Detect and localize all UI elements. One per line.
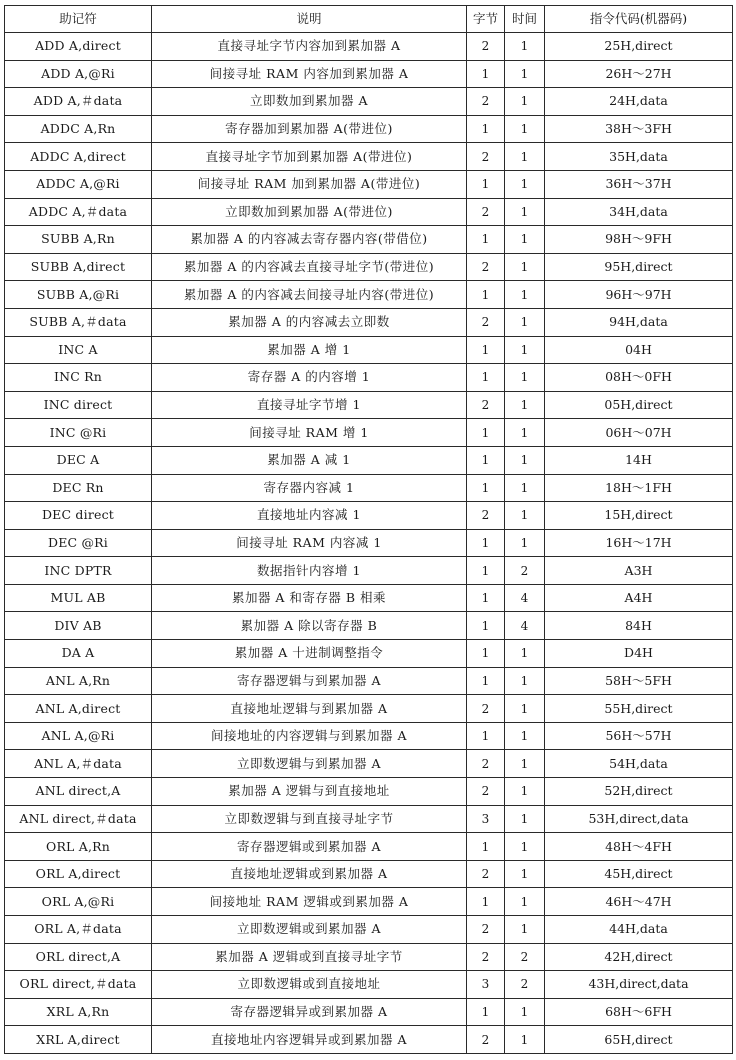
opcode-cell: 68H～6FH: [545, 998, 733, 1026]
opcode-cell: 15H,direct: [545, 502, 733, 530]
description-cell: 直接寻址字节增 1: [152, 391, 467, 419]
cycles-cell: 1: [505, 33, 545, 61]
cycles-cell: 1: [505, 88, 545, 116]
description-cell: 立即数逻辑或到累加器 A: [152, 916, 467, 944]
cycles-cell: 1: [505, 888, 545, 916]
opcode-cell: 38H～3FH: [545, 115, 733, 143]
description-cell: 立即数逻辑与到直接寻址字节: [152, 805, 467, 833]
cycles-cell: 2: [505, 971, 545, 999]
table-row: [5, 502, 733, 530]
bytes-cell: 2: [467, 943, 505, 971]
mnemonic-cell: ORL A,Rn: [5, 833, 152, 861]
opcode-cell: 18H～1FH: [545, 474, 733, 502]
opcode-cell: 44H,data: [545, 916, 733, 944]
bytes-cell: 1: [467, 529, 505, 557]
header-description: 说明: [152, 6, 467, 33]
table-row: [5, 308, 733, 336]
header-bytes: 字节: [467, 6, 505, 33]
description-cell: 寄存器 A 的内容增 1: [152, 364, 467, 392]
description-cell: 累加器 A 的内容减去间接寻址内容(带进位): [152, 281, 467, 309]
table-row: [5, 916, 733, 944]
cycles-cell: 1: [505, 916, 545, 944]
mnemonic-cell: ANL A,＃data: [5, 750, 152, 778]
table-row: [5, 60, 733, 88]
table-row: [5, 419, 733, 447]
description-cell: 累加器 A 的内容减去直接寻址字节(带进位): [152, 253, 467, 281]
bytes-cell: 1: [467, 584, 505, 612]
mnemonic-cell: ANL direct,＃data: [5, 805, 152, 833]
description-cell: 累加器 A 十进制调整指令: [152, 640, 467, 668]
bytes-cell: 2: [467, 143, 505, 171]
cycles-cell: 1: [505, 1026, 545, 1054]
opcode-cell: 54H,data: [545, 750, 733, 778]
opcode-cell: 24H,data: [545, 88, 733, 116]
opcode-cell: 16H～17H: [545, 529, 733, 557]
description-cell: 寄存器逻辑异或到累加器 A: [152, 998, 467, 1026]
opcode-cell: D4H: [545, 640, 733, 668]
table-row: [5, 474, 733, 502]
opcode-cell: 52H,direct: [545, 778, 733, 806]
header-opcode: 指令代码(机器码): [545, 6, 733, 33]
mnemonic-cell: ORL A,direct: [5, 860, 152, 888]
opcode-cell: 34H,data: [545, 198, 733, 226]
bytes-cell: 1: [467, 281, 505, 309]
cycles-cell: 2: [505, 557, 545, 585]
opcode-cell: 42H,direct: [545, 943, 733, 971]
table-row: [5, 253, 733, 281]
table-row: [5, 336, 733, 364]
description-cell: 间接寻址 RAM 内容减 1: [152, 529, 467, 557]
description-cell: 累加器 A 逻辑与到直接地址: [152, 778, 467, 806]
bytes-cell: 2: [467, 750, 505, 778]
description-cell: 累加器 A 减 1: [152, 446, 467, 474]
description-cell: 间接寻址 RAM 加到累加器 A(带进位): [152, 170, 467, 198]
bytes-cell: 1: [467, 115, 505, 143]
table-row: [5, 612, 733, 640]
description-cell: 寄存器逻辑或到累加器 A: [152, 833, 467, 861]
description-cell: 间接地址 RAM 逻辑或到累加器 A: [152, 888, 467, 916]
table-row: [5, 33, 733, 61]
cycles-cell: 1: [505, 170, 545, 198]
bytes-cell: 2: [467, 253, 505, 281]
description-cell: 立即数逻辑或到直接地址: [152, 971, 467, 999]
bytes-cell: 2: [467, 308, 505, 336]
table-row: [5, 364, 733, 392]
table-row: [5, 998, 733, 1026]
bytes-cell: 1: [467, 419, 505, 447]
mnemonic-cell: INC direct: [5, 391, 152, 419]
cycles-cell: 1: [505, 446, 545, 474]
bytes-cell: 2: [467, 198, 505, 226]
header-cycles: 时间: [505, 6, 545, 33]
instruction-table: [4, 5, 733, 1054]
cycles-cell: 1: [505, 364, 545, 392]
mnemonic-cell: XRL A,direct: [5, 1026, 152, 1054]
bytes-cell: 1: [467, 888, 505, 916]
bytes-cell: 1: [467, 60, 505, 88]
opcode-cell: 96H～97H: [545, 281, 733, 309]
mnemonic-cell: XRL A,Rn: [5, 998, 152, 1026]
description-cell: 累加器 A 增 1: [152, 336, 467, 364]
bytes-cell: 2: [467, 916, 505, 944]
cycles-cell: 1: [505, 805, 545, 833]
table-row: [5, 667, 733, 695]
cycles-cell: 1: [505, 750, 545, 778]
bytes-cell: 1: [467, 474, 505, 502]
bytes-cell: 2: [467, 695, 505, 723]
header-row: [5, 6, 733, 33]
bytes-cell: 2: [467, 33, 505, 61]
description-cell: 直接地址逻辑与到累加器 A: [152, 695, 467, 723]
mnemonic-cell: ORL direct,A: [5, 943, 152, 971]
mnemonic-cell: ANL A,Rn: [5, 667, 152, 695]
table-row: [5, 446, 733, 474]
mnemonic-cell: ANL A,@Ri: [5, 722, 152, 750]
opcode-cell: 95H,direct: [545, 253, 733, 281]
bytes-cell: 3: [467, 971, 505, 999]
opcode-cell: 94H,data: [545, 308, 733, 336]
mnemonic-cell: DIV AB: [5, 612, 152, 640]
mnemonic-cell: ADDC A,Rn: [5, 115, 152, 143]
table-row: [5, 805, 733, 833]
table-row: [5, 1026, 733, 1054]
cycles-cell: 1: [505, 474, 545, 502]
table-row: [5, 695, 733, 723]
cycles-cell: 1: [505, 529, 545, 557]
bytes-cell: 1: [467, 364, 505, 392]
table-row: [5, 557, 733, 585]
description-cell: 直接地址逻辑或到累加器 A: [152, 860, 467, 888]
table-row: [5, 750, 733, 778]
opcode-cell: 56H～57H: [545, 722, 733, 750]
cycles-cell: 1: [505, 143, 545, 171]
mnemonic-cell: ORL direct,＃data: [5, 971, 152, 999]
opcode-cell: 04H: [545, 336, 733, 364]
cycles-cell: 1: [505, 253, 545, 281]
table-row: [5, 640, 733, 668]
bytes-cell: 2: [467, 502, 505, 530]
opcode-cell: 35H,data: [545, 143, 733, 171]
table-row: [5, 143, 733, 171]
table-row: [5, 722, 733, 750]
opcode-cell: 48H～4FH: [545, 833, 733, 861]
opcode-cell: 58H～5FH: [545, 667, 733, 695]
table-row: [5, 391, 733, 419]
description-cell: 直接地址内容减 1: [152, 502, 467, 530]
opcode-cell: 25H,direct: [545, 33, 733, 61]
opcode-cell: 05H,direct: [545, 391, 733, 419]
cycles-cell: 1: [505, 833, 545, 861]
table-row: [5, 833, 733, 861]
table-body: [5, 33, 733, 1054]
cycles-cell: 1: [505, 860, 545, 888]
bytes-cell: 1: [467, 336, 505, 364]
mnemonic-cell: ANL A,direct: [5, 695, 152, 723]
bytes-cell: 2: [467, 860, 505, 888]
table-row: [5, 529, 733, 557]
bytes-cell: 1: [467, 667, 505, 695]
opcode-cell: 65H,direct: [545, 1026, 733, 1054]
opcode-cell: 53H,direct,data: [545, 805, 733, 833]
mnemonic-cell: ADDC A,direct: [5, 143, 152, 171]
mnemonic-cell: ADD A,＃data: [5, 88, 152, 116]
description-cell: 累加器 A 的内容减去寄存器内容(带借位): [152, 226, 467, 254]
opcode-cell: 46H～47H: [545, 888, 733, 916]
opcode-cell: 36H～37H: [545, 170, 733, 198]
bytes-cell: 1: [467, 833, 505, 861]
cycles-cell: 1: [505, 308, 545, 336]
mnemonic-cell: DEC @Ri: [5, 529, 152, 557]
opcode-cell: 14H: [545, 446, 733, 474]
description-cell: 累加器 A 逻辑或到直接寻址字节: [152, 943, 467, 971]
opcode-cell: 55H,direct: [545, 695, 733, 723]
table-row: [5, 778, 733, 806]
table-row: [5, 170, 733, 198]
description-cell: 寄存器加到累加器 A(带进位): [152, 115, 467, 143]
description-cell: 累加器 A 的内容减去立即数: [152, 308, 467, 336]
mnemonic-cell: SUBB A,direct: [5, 253, 152, 281]
bytes-cell: 1: [467, 446, 505, 474]
cycles-cell: 1: [505, 695, 545, 723]
bytes-cell: 2: [467, 778, 505, 806]
bytes-cell: 1: [467, 640, 505, 668]
mnemonic-cell: MUL AB: [5, 584, 152, 612]
bytes-cell: 2: [467, 1026, 505, 1054]
opcode-cell: 08H～0FH: [545, 364, 733, 392]
mnemonic-cell: INC Rn: [5, 364, 152, 392]
table-row: [5, 226, 733, 254]
opcode-cell: 84H: [545, 612, 733, 640]
table-row: [5, 584, 733, 612]
table-row: [5, 971, 733, 999]
description-cell: 数据指针内容增 1: [152, 557, 467, 585]
bytes-cell: 2: [467, 391, 505, 419]
table-row: [5, 198, 733, 226]
description-cell: 寄存器逻辑与到累加器 A: [152, 667, 467, 695]
mnemonic-cell: ORL A,@Ri: [5, 888, 152, 916]
bytes-cell: 1: [467, 612, 505, 640]
description-cell: 立即数加到累加器 A: [152, 88, 467, 116]
description-cell: 间接地址的内容逻辑与到累加器 A: [152, 722, 467, 750]
bytes-cell: 1: [467, 557, 505, 585]
description-cell: 间接寻址 RAM 增 1: [152, 419, 467, 447]
opcode-cell: 98H～9FH: [545, 226, 733, 254]
cycles-cell: 4: [505, 612, 545, 640]
bytes-cell: 1: [467, 226, 505, 254]
description-cell: 累加器 A 和寄存器 B 相乘: [152, 584, 467, 612]
opcode-cell: 45H,direct: [545, 860, 733, 888]
bytes-cell: 3: [467, 805, 505, 833]
opcode-cell: 06H～07H: [545, 419, 733, 447]
cycles-cell: 1: [505, 198, 545, 226]
mnemonic-cell: SUBB A,Rn: [5, 226, 152, 254]
cycles-cell: 1: [505, 226, 545, 254]
description-cell: 直接寻址字节内容加到累加器 A: [152, 33, 467, 61]
cycles-cell: 1: [505, 115, 545, 143]
opcode-cell: A4H: [545, 584, 733, 612]
mnemonic-cell: ADDC A,＃data: [5, 198, 152, 226]
cycles-cell: 1: [505, 722, 545, 750]
opcode-cell: 43H,direct,data: [545, 971, 733, 999]
table-row: [5, 943, 733, 971]
mnemonic-cell: INC DPTR: [5, 557, 152, 585]
table-row: [5, 888, 733, 916]
opcode-cell: 26H～27H: [545, 60, 733, 88]
bytes-cell: 1: [467, 722, 505, 750]
cycles-cell: 1: [505, 391, 545, 419]
mnemonic-cell: ADD A,@Ri: [5, 60, 152, 88]
description-cell: 间接寻址 RAM 内容加到累加器 A: [152, 60, 467, 88]
cycles-cell: 1: [505, 998, 545, 1026]
table-row: [5, 115, 733, 143]
description-cell: 立即数加到累加器 A(带进位): [152, 198, 467, 226]
cycles-cell: 1: [505, 281, 545, 309]
cycles-cell: 1: [505, 778, 545, 806]
mnemonic-cell: ADDC A,@Ri: [5, 170, 152, 198]
cycles-cell: 1: [505, 667, 545, 695]
mnemonic-cell: DA A: [5, 640, 152, 668]
table-row: [5, 281, 733, 309]
mnemonic-cell: ORL A,＃data: [5, 916, 152, 944]
header-mnemonic: 助记符: [5, 6, 152, 33]
table-row: [5, 860, 733, 888]
cycles-cell: 1: [505, 502, 545, 530]
mnemonic-cell: SUBB A,＃data: [5, 308, 152, 336]
mnemonic-cell: DEC A: [5, 446, 152, 474]
table-row: [5, 88, 733, 116]
table-header: [5, 6, 733, 33]
cycles-cell: 1: [505, 640, 545, 668]
mnemonic-cell: INC A: [5, 336, 152, 364]
opcode-cell: A3H: [545, 557, 733, 585]
bytes-cell: 2: [467, 88, 505, 116]
mnemonic-cell: DEC Rn: [5, 474, 152, 502]
mnemonic-cell: DEC direct: [5, 502, 152, 530]
cycles-cell: 1: [505, 60, 545, 88]
description-cell: 寄存器内容减 1: [152, 474, 467, 502]
description-cell: 直接寻址字节加到累加器 A(带进位): [152, 143, 467, 171]
mnemonic-cell: ADD A,direct: [5, 33, 152, 61]
description-cell: 直接地址内容逻辑异或到累加器 A: [152, 1026, 467, 1054]
mnemonic-cell: INC @Ri: [5, 419, 152, 447]
cycles-cell: 1: [505, 336, 545, 364]
description-cell: 立即数逻辑与到累加器 A: [152, 750, 467, 778]
bytes-cell: 1: [467, 998, 505, 1026]
mnemonic-cell: SUBB A,@Ri: [5, 281, 152, 309]
cycles-cell: 2: [505, 943, 545, 971]
cycles-cell: 1: [505, 419, 545, 447]
description-cell: 累加器 A 除以寄存器 B: [152, 612, 467, 640]
bytes-cell: 1: [467, 170, 505, 198]
mnemonic-cell: ANL direct,A: [5, 778, 152, 806]
cycles-cell: 4: [505, 584, 545, 612]
